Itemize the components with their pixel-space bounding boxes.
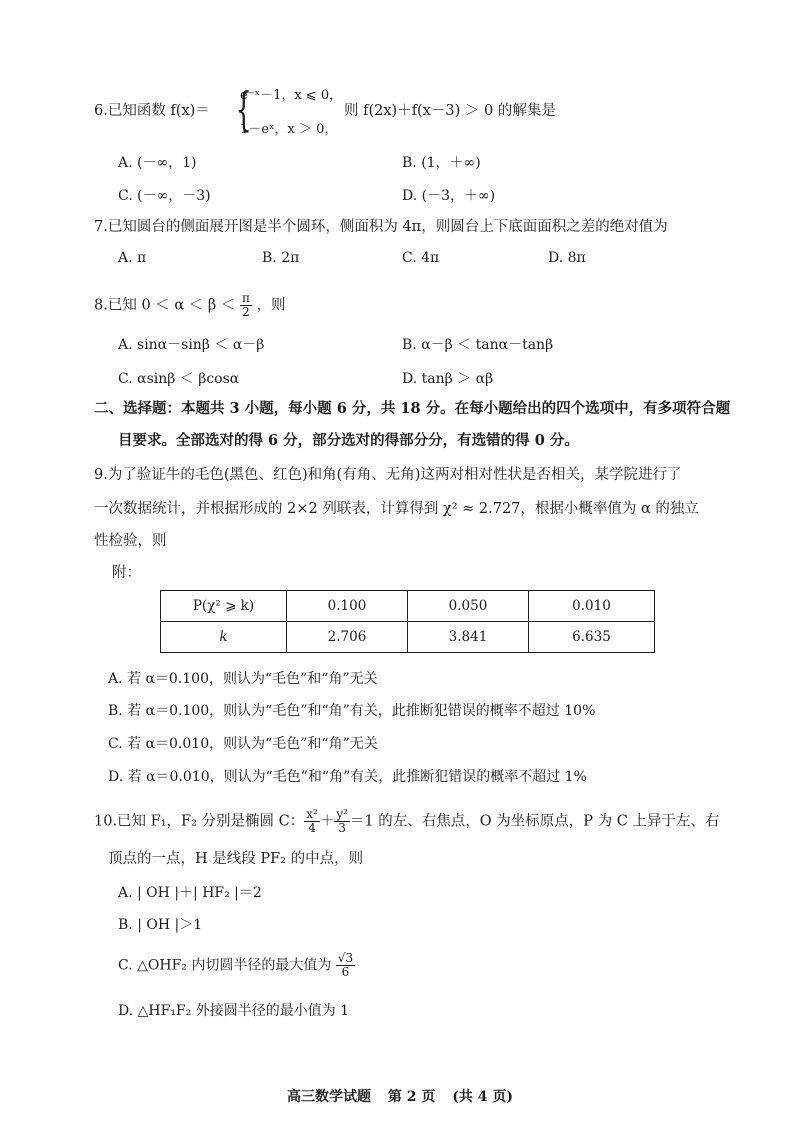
q7-option-b: B. 2π (262, 250, 300, 266)
q8-stem-suffix: ，则 (256, 297, 286, 314)
footer-total: (共 4 页) (452, 1089, 513, 1105)
q6-suffix: 则 f(2x)＋f(x－3) ＞ 0 的解集是 (344, 103, 556, 119)
q10-option-d: D. △HF₁F₂ 外接圆半径的最小值为 1 (118, 1003, 350, 1019)
q6-option-a: A. (－∞，1) (118, 155, 197, 171)
q10-fraction-y (334, 808, 350, 835)
q10-line1-prefix: 10.已知 F₁，F₂ 分别是椭圆 C： (94, 813, 305, 830)
table-cell: 0.010 (529, 591, 655, 622)
q10-frac1-num: x² (306, 807, 318, 821)
q7-option-d: D. 8π (548, 250, 586, 266)
q7-option-c: C. 4π (402, 250, 440, 266)
table-cell: k (161, 622, 287, 653)
q10-frac2-num: y² (336, 807, 348, 821)
q10-optc-num: √3 (337, 951, 354, 965)
q9-option-d: D. 若 α＝0.010，则认为“毛色”和“角”有关，此推断犯错误的概率不超过 1% (108, 769, 587, 785)
q6-prefix: 6.已知函数 f(x)＝ (94, 103, 210, 119)
q9-line1: 9.为了验证牛的毛色(黑色、红色)和角(有角、无角)这两对相对性状是否相关，某学院进行了 (94, 467, 682, 483)
q10-frac1-den: 4 (308, 821, 316, 836)
q6-piece-2: 1－eˣ，x ＞ 0， (240, 122, 338, 137)
q10-option-b: B. | OH |＞1 (118, 917, 203, 933)
q6-option-c: C. (－∞，－3) (118, 188, 211, 204)
q9-option-c: C. 若 α＝0.010，则认为“毛色”和“角”无关 (108, 736, 378, 752)
q6-piece-1: e⁻ˣ－1，x ⩽ 0， (240, 88, 343, 103)
q10-option-c (118, 952, 355, 979)
q6-option-d: D. (－3，＋∞) (402, 188, 496, 204)
q9-line3: 性检验，则 (94, 533, 167, 549)
q9-option-b: B. 若 α＝0.100，则认为“毛色”和“角”有关，此推断犯错误的概率不超过 10% (108, 703, 596, 719)
q8-stem (94, 292, 286, 319)
q9-option-a: A. 若 α＝0.100，则认为“毛色”和“角”无关 (108, 671, 378, 687)
q10-plus: ＋ (319, 813, 335, 830)
table-cell: P(χ² ⩾ k) (161, 591, 287, 622)
q8-fraction (240, 292, 252, 319)
section2-heading-line2: 目要求。全部选对的得 6 分，部分选对的得部分分，有选错的得 0 分。 (118, 432, 579, 449)
q10-line1 (94, 808, 719, 835)
page-footer (0, 1086, 800, 1106)
q10-option-c-fraction (336, 952, 355, 979)
q8-option-d: D. tanβ ＞ αβ (402, 371, 494, 387)
q10-frac2-den: 3 (338, 821, 346, 836)
table-cell: 0.100 (287, 591, 408, 622)
critical-value-table (160, 590, 655, 653)
table-cell: 0.050 (408, 591, 529, 622)
section2-heading-line1: 二、选择题：本题共 3 小题，每小题 6 分，共 18 分。在每小题给出的四个选项中，有多项符合题 (94, 400, 731, 417)
q9-line2: 一次数据统计，并根据形成的 2×2 列联表，计算得到 χ² ≈ 2.727，根据小概率值为 α 的独立 (94, 501, 699, 517)
q10-optc-den: 6 (341, 965, 350, 980)
footer-page: 第 2 页 (387, 1089, 436, 1105)
q8-frac-num: π (242, 291, 250, 305)
q10-fraction-x (304, 808, 320, 835)
q8-option-a: A. sinα－sinβ ＜ α－β (118, 337, 265, 353)
q8-option-b: B. α－β ＜ tanα－tanβ (402, 337, 554, 353)
q9-note: 附： (112, 565, 141, 581)
table-cell: 3.841 (408, 622, 529, 653)
q8-frac-den: 2 (242, 305, 250, 320)
q10-line2: 顶点的一点，H 是线段 PF₂ 的中点，则 (108, 851, 364, 867)
q10-option-a: A. | OH |＋| HF₂ |＝2 (118, 885, 262, 901)
q6-option-b: B. (1，＋∞) (402, 155, 481, 171)
q10-line1-suffix: ＝1 的左、右焦点，O 为坐标原点，P 为 C 上异于左、右 (349, 813, 720, 830)
q7-stem: 7.已知圆台的侧面展开图是半个圆环，侧面积为 4π，则圆台上下底面面积之差的绝对值为 (94, 219, 668, 235)
table-row (161, 622, 655, 653)
q10-option-c-text: C. △OHF₂ 内切圆半径的最大值为 (118, 957, 332, 974)
q8-option-c: C. αsinβ ＜ βcosα (118, 371, 240, 387)
q8-stem-prefix: 8.已知 0 ＜ α ＜ β ＜ (94, 297, 236, 314)
table-cell: 6.635 (529, 622, 655, 653)
table-cell: 2.706 (287, 622, 408, 653)
footer-title: 高三数学试题 (287, 1089, 371, 1105)
q7-option-a: A. π (118, 250, 147, 266)
table-row (161, 591, 655, 622)
piecewise-brace: { (235, 82, 252, 136)
